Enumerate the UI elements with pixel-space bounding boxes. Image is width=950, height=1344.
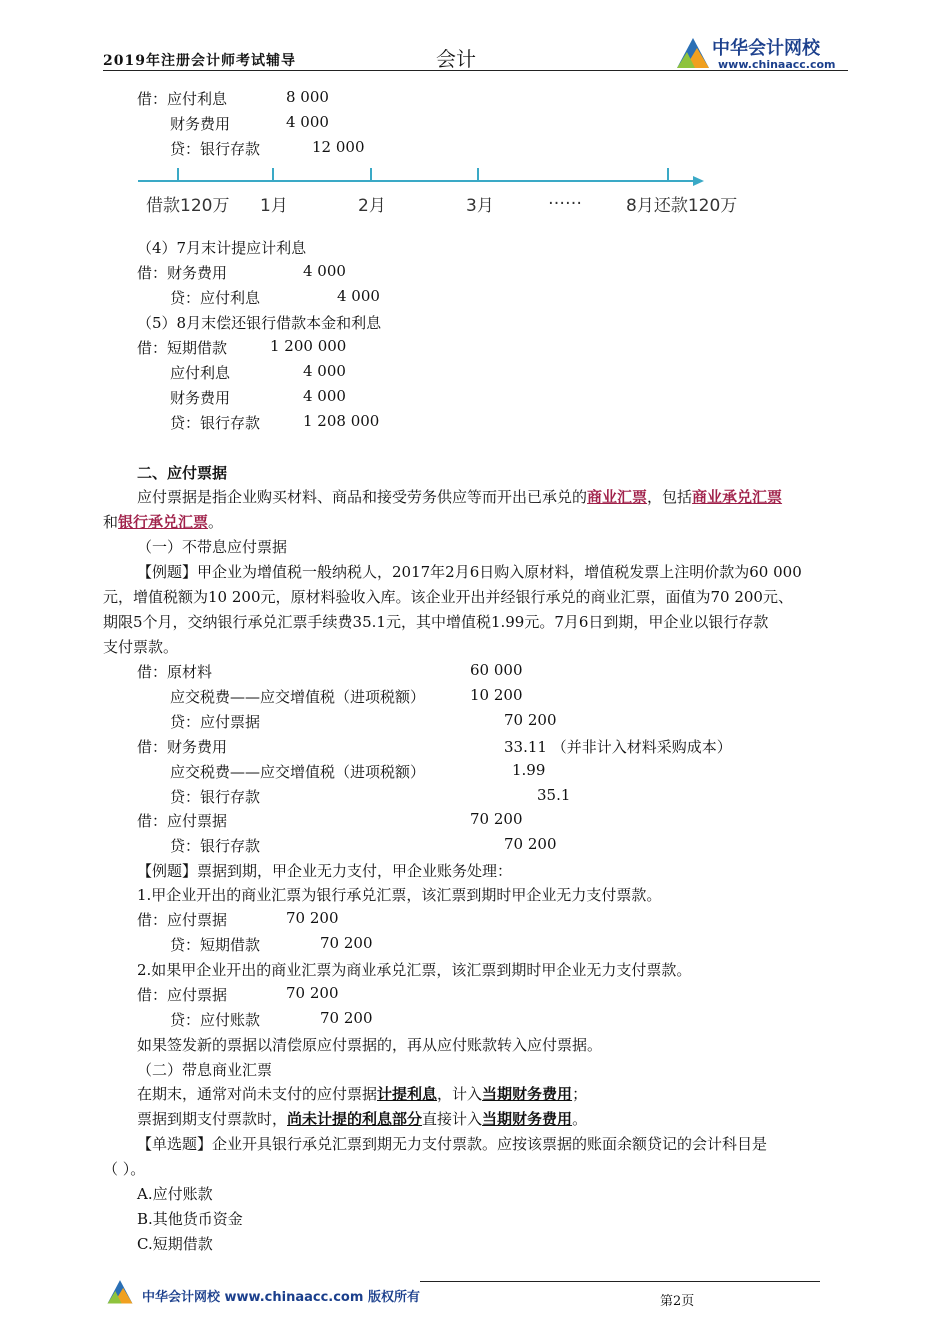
step4-line1-amount: 4 000 — [303, 262, 346, 280]
interest-paragraph-2 — [137, 1108, 587, 1129]
link-bank-acceptance[interactable]: 银行承兑汇票 — [118, 513, 209, 531]
step5-line3-amount: 4 000 — [303, 387, 346, 405]
entry1-line1-amount: 8 000 — [286, 88, 329, 106]
journal-line4-amount: 33.11 （并非计入材料采购成本） — [504, 738, 732, 756]
step5-line1-amount: 1 200 000 — [270, 337, 347, 355]
step4-title: （4）7月末计提应计利息 — [137, 239, 307, 257]
footer-logo-icon — [104, 1277, 136, 1305]
example1-line2: 元，增值税额为10 200元，原材料验收入库。该企业开出并经银行承兑的商业汇票，面值为70 200元、 — [103, 588, 793, 606]
interest-text-3: ； — [572, 1085, 588, 1103]
journal-line5-amount: 1.99 — [512, 761, 546, 779]
option-c: C.短期借款 — [137, 1235, 213, 1253]
emphasis-unaccrued-interest: 尚未计提的利息部分 — [287, 1110, 423, 1128]
case2-line2-amount: 70 200 — [320, 1009, 373, 1027]
interest-text-6: 。 — [572, 1110, 588, 1128]
timeline-label-start: 借款120万 — [146, 196, 230, 216]
journal-line7-amount: 70 200 — [470, 810, 523, 828]
subsection1-title: （一）不带息应付票据 — [137, 538, 288, 556]
timeline-label-m1: 1月 — [260, 196, 288, 216]
definition-text-4: 。 — [208, 513, 224, 531]
link-commercial-draft[interactable]: 商业汇票 — [587, 488, 648, 506]
brand-logo-icon — [673, 34, 713, 70]
header-subject: 会计 — [436, 47, 476, 71]
interest-text-5: 直接计入 — [422, 1110, 483, 1128]
journal-line5-label: 应交税费——应交增值税（进项税额） — [170, 763, 426, 781]
case2-line2-label: 贷：应付账款 — [170, 1011, 261, 1029]
step4-line2-label: 贷：应付利息 — [170, 289, 261, 307]
header-brand-url: www.chinaacc.com — [718, 58, 836, 71]
definition-text-3: 和 — [103, 513, 119, 531]
definition-paragraph — [137, 486, 782, 507]
emphasis-accrue-interest: 计提利息 — [377, 1085, 438, 1103]
interest-text-4: 票据到期支付票款时， — [137, 1110, 288, 1128]
case2-line1-label: 借：应付票据 — [137, 986, 228, 1004]
section-title: 二、应付票据 — [137, 464, 228, 482]
case1-line1-label: 借：应付票据 — [137, 911, 228, 929]
case1-line1-amount: 70 200 — [286, 909, 339, 927]
journal-line7-label: 借：应付票据 — [137, 812, 228, 830]
example2-case1: 1.甲企业开出的商业汇票为银行承兑汇票，该汇票到期时甲企业无力支付票款。 — [137, 886, 662, 904]
entry1-line2-label: 财务费用 — [170, 115, 231, 133]
definition-text-2: ，包括 — [647, 488, 693, 506]
step5-line4-label: 贷：银行存款 — [170, 414, 261, 432]
journal-line6-label: 贷：银行存款 — [170, 788, 261, 806]
timeline-label-end: 8月还款120万 — [626, 196, 738, 216]
example1-line4: 支付票款。 — [103, 638, 179, 656]
example2-note: 如果签发新的票据以清偿原应付票据的，再从应付账款转入应付票据。 — [137, 1036, 603, 1054]
option-a: A.应付账款 — [137, 1185, 213, 1203]
step5-line2-amount: 4 000 — [303, 362, 346, 380]
link-trade-acceptance[interactable]: 商业承兑汇票 — [692, 488, 783, 506]
journal-line2-amount: 10 200 — [470, 686, 523, 704]
example2-title: 【例题】票据到期，甲企业无力支付，甲企业账务处理： — [137, 862, 513, 880]
interest-paragraph-1 — [137, 1083, 587, 1104]
journal-line3-amount: 70 200 — [504, 711, 557, 729]
journal-line3-label: 贷：应付票据 — [170, 713, 261, 731]
header-divider — [103, 70, 848, 71]
page-number: 第2页 — [660, 1294, 695, 1309]
step5-line4-amount: 1 208 000 — [303, 412, 380, 430]
option-b: B.其他货币资金 — [137, 1210, 243, 1228]
emphasis-finance-expense: 当期财务费用 — [482, 1085, 573, 1103]
entry1-line1-label: 借：应付利息 — [137, 90, 228, 108]
journal-line1-label: 借：原材料 — [137, 663, 213, 681]
example1-line3: 期限5个月，交纳银行承兑汇票手续费35.1元，其中增值税1.99元。7月6日到期，甲企业以银行存款 — [103, 613, 769, 631]
step4-line2-amount: 4 000 — [337, 287, 380, 305]
definition-text-1: 应付票据是指企业购买材料、商品和接受劳务供应等而开出已承兑的 — [137, 488, 588, 506]
timeline-axis — [138, 162, 708, 192]
case1-line2-amount: 70 200 — [320, 934, 373, 952]
interest-text-1: 在期末，通常对尚未支付的应付票据 — [137, 1085, 378, 1103]
example2-case2: 2.如果甲企业开出的商业汇票为商业承兑汇票，该汇票到期时甲企业无力支付票款。 — [137, 961, 692, 979]
journal-line1-amount: 60 000 — [470, 661, 523, 679]
entry1-line3-amount: 12 000 — [312, 138, 365, 156]
step5-title: （5）8月末偿还银行借款本金和利息 — [137, 314, 382, 332]
entry1-line3-label: 贷：银行存款 — [170, 140, 261, 158]
timeline-label-ellipsis: …… — [548, 189, 582, 209]
emphasis-finance-expense-2: 当期财务费用 — [482, 1110, 573, 1128]
header-exam-title: 2019年注册会计师考试辅导 — [103, 53, 296, 69]
question-blank: （ ）。 — [103, 1160, 146, 1178]
journal-line8-amount: 70 200 — [504, 835, 557, 853]
step4-line1-label: 借：财务费用 — [137, 264, 228, 282]
header-brand-name: 中华会计网校 — [712, 38, 820, 59]
question-stem: 【单选题】企业开具银行承兑汇票到期无力支付票款。应按该票据的账面余额贷记的会计科目是 — [137, 1135, 768, 1153]
journal-line4-label: 借：财务费用 — [137, 738, 228, 756]
timeline-label-m3: 3月 — [466, 196, 494, 216]
footer-divider — [420, 1281, 820, 1282]
definition-paragraph-cont — [103, 511, 223, 532]
journal-line6-amount: 35.1 — [537, 786, 571, 804]
interest-text-2: ，计入 — [437, 1085, 483, 1103]
case2-line1-amount: 70 200 — [286, 984, 339, 1002]
step5-line1-label: 借：短期借款 — [137, 339, 228, 357]
subsection2-title: （二）带息商业汇票 — [137, 1061, 273, 1079]
step5-line3-label: 财务费用 — [170, 389, 231, 407]
footer-copyright: 中华会计网校 www.chinaacc.com 版权所有 — [142, 1290, 420, 1305]
entry1-line2-amount: 4 000 — [286, 113, 329, 131]
step5-line2-label: 应付利息 — [170, 364, 231, 382]
journal-line8-label: 贷：银行存款 — [170, 837, 261, 855]
case1-line2-label: 贷：短期借款 — [170, 936, 261, 954]
timeline-label-m2: 2月 — [358, 196, 386, 216]
journal-line2-label: 应交税费——应交增值税（进项税额） — [170, 688, 426, 706]
example1-line1: 【例题】甲企业为增值税一般纳税人，2017年2月6日购入原材料，增值税发票上注明价款为60 000 — [137, 563, 802, 581]
